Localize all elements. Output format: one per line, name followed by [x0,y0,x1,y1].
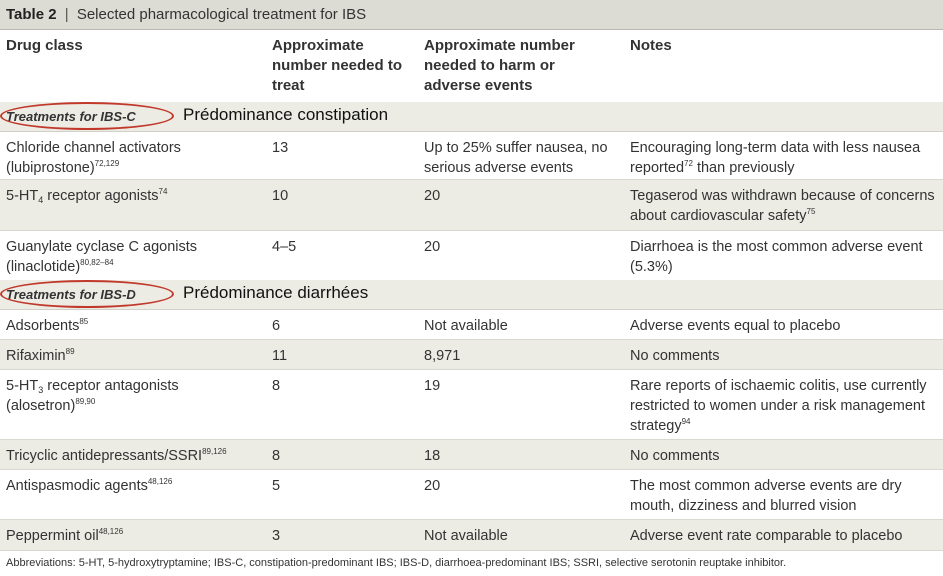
header-nnt: Approximate number needed to treat [272,37,403,94]
nnt-cell: 8 [272,378,281,394]
section-label: Treatments for IBS-C [6,109,136,124]
table-row [0,440,943,470]
notes-cell: No comments [630,348,720,364]
table-row [0,180,943,231]
section-annotation: Prédominance constipation [183,105,389,124]
section-annotation: Prédominance diarrhées [183,283,369,302]
nnh-cell: 20 [424,188,441,204]
drug-class-cell: Adsorbents$^{85}$ [6,317,89,334]
table-row [0,231,943,280]
nnh-cell: 8,971 [424,348,461,364]
nnh-cell: Up to 25% suffer nausea, no serious adverse events [424,140,608,176]
table-row [0,132,943,180]
table-row [0,340,943,370]
drug-class-cell: $5-HT_4$ receptor agonists$^{74}$ [6,187,168,205]
title-separator: | [64,6,69,23]
nnh-cell: 20 [424,478,441,494]
drug-class-cell: Peppermint oil$^{48,126}$ [6,527,124,544]
drug-class-cell: Chloride channel activators (lubiprostone)$^{72,129}$ [6,140,181,176]
table-footnote: Abbreviations: 5-HT, 5-hydroxytryptamine; IBS-C, constipation-predominant IBS; IBS-D, diarrhoea-predominant IBS; SSRI, selective serotonin reuptake inhibitor. [0,551,943,576]
notes-cell: Adverse events equal to placebo [630,318,841,334]
nnt-cell: 10 [272,188,289,204]
drug-class-cell: Tricyclic antidepressants/SSRI$^{89,126}$ [6,447,227,464]
notes-cell: Rare reports of ischaemic colitis, use currently restricted to women under a risk management strategy$^{94}$ [630,378,927,434]
table-title [0,0,943,30]
header-notes: Notes [630,37,672,54]
notes-cell: Adverse event rate comparable to placebo [630,528,903,544]
notes-cell: The most common adverse events are dry mouth, dizziness and blurred vision [630,478,902,514]
nnh-cell: 18 [424,448,441,464]
header-drug-class: Drug class [6,37,83,54]
table-caption: Selected pharmacological treatment for IBS [76,6,367,23]
nnt-cell: 13 [272,140,289,156]
table-row [0,370,943,440]
section-ibs-c [0,102,943,132]
notes-cell: Diarrhoea is the most common adverse event (5.3%) [630,239,923,275]
nnt-cell: 6 [272,318,281,334]
table-row [0,520,943,551]
table-number: Table 2 [6,6,57,23]
nnh-cell: Not available [424,528,508,544]
header-nnh: Approximate number needed to harm or adverse events [424,37,575,94]
table-row [0,310,943,340]
nnh-cell: 19 [424,378,441,394]
nnt-cell: 8 [272,448,281,464]
notes-cell: No comments [630,448,720,464]
section-ibs-d [0,280,943,310]
nnt-cell: 5 [272,478,281,494]
table-row [0,470,943,520]
nnh-cell: Not available [424,318,508,334]
notes-cell: Tegaserod was withdrawn because of concerns about cardiovascular safety$^{75}$ [630,188,935,224]
drug-class-cell: Rifaximin$^{89}$ [6,347,75,364]
nnt-cell: 3 [272,528,281,544]
drug-class-cell: $5-HT_3$ receptor antagonists (alosetron)$^{89,90}$ [6,378,179,414]
nnh-cell: 20 [424,239,441,255]
notes-cell: Encouraging long-term data with less nausea reported$^{72}$ than previously [630,140,921,176]
drug-class-cell: Antispasmodic agents$^{48,126}$ [6,477,173,494]
drug-class-cell: Guanylate cyclase C agonists (linaclotide)$^{80,82-84}$ [6,239,198,275]
nnt-cell: 11 [272,348,288,364]
nnt-cell: 4–5 [272,239,297,255]
table-header [0,30,943,103]
section-label: Treatments for IBS-D [6,287,136,302]
